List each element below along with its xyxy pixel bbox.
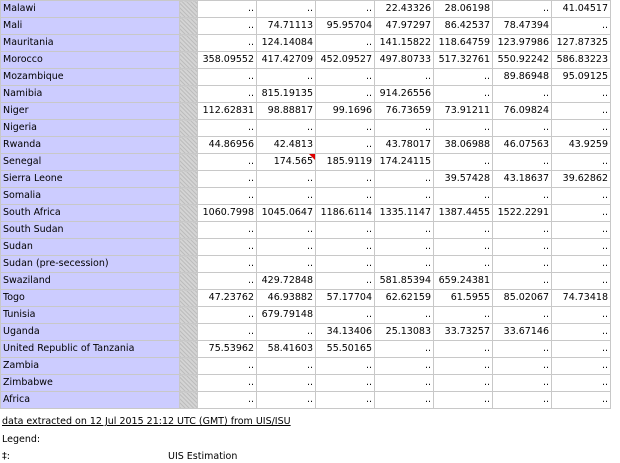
value-cell[interactable]: 41.04517 — [552, 1, 611, 18]
value-cell[interactable]: 76.73659 — [375, 103, 434, 120]
value-cell[interactable]: .. — [316, 392, 375, 409]
value-cell[interactable]: .. — [552, 103, 611, 120]
column-separator — [180, 154, 198, 171]
value-cell[interactable]: 95.95704 — [316, 18, 375, 35]
value-cell[interactable]: 33.73257 — [434, 324, 493, 341]
country-cell[interactable]: Tunisia — [1, 307, 180, 324]
value-cell[interactable]: 659.24381 — [434, 273, 493, 290]
value-cell[interactable]: .. — [375, 188, 434, 205]
value-cell[interactable]: 497.80733 — [375, 52, 434, 69]
value-cell[interactable]: .. — [198, 86, 257, 103]
value-cell[interactable]: .. — [552, 324, 611, 341]
table-row — [1, 1, 611, 18]
value-cell[interactable]: .. — [375, 171, 434, 188]
value-cell[interactable]: .. — [493, 341, 552, 358]
value-cell[interactable]: 43.9259 — [552, 137, 611, 154]
country-cell[interactable]: Morocco — [1, 52, 180, 69]
table-body — [1, 1, 611, 409]
column-separator — [180, 103, 198, 120]
value-cell[interactable]: 25.13083 — [375, 324, 434, 341]
value-cell[interactable]: 815.19135 — [257, 86, 316, 103]
value-cell[interactable]: .. — [375, 358, 434, 375]
value-cell[interactable]: .. — [316, 120, 375, 137]
value-cell[interactable]: .. — [257, 171, 316, 188]
value-cell[interactable]: .. — [198, 307, 257, 324]
value-cell[interactable]: 517.32761 — [434, 52, 493, 69]
column-separator — [180, 358, 198, 375]
value-cell[interactable]: 95.09125 — [552, 69, 611, 86]
source-link[interactable]: data extracted on 12 Jul 2015 21:12 UTC (GMT) from UIS/ISU — [2, 416, 291, 427]
value-cell[interactable]: .. — [257, 1, 316, 18]
table-row — [1, 290, 611, 307]
column-separator — [180, 341, 198, 358]
value-cell[interactable]: .. — [434, 341, 493, 358]
country-cell[interactable]: Nigeria — [1, 120, 180, 137]
value-cell[interactable]: 57.17704 — [316, 290, 375, 307]
value-cell[interactable]: .. — [316, 137, 375, 154]
value-cell[interactable]: 124.14084 — [257, 35, 316, 52]
value-cell[interactable]: 112.62831 — [198, 103, 257, 120]
value-cell[interactable]: 39.62862 — [552, 171, 611, 188]
value-cell[interactable]: .. — [257, 358, 316, 375]
value-cell[interactable]: .. — [552, 205, 611, 222]
value-cell[interactable]: .. — [552, 120, 611, 137]
value-cell[interactable]: .. — [493, 307, 552, 324]
table-row — [1, 188, 611, 205]
value-cell[interactable]: 1522.2291 — [493, 205, 552, 222]
table-row — [1, 358, 611, 375]
value-cell[interactable]: .. — [375, 256, 434, 273]
value-cell[interactable]: .. — [434, 239, 493, 256]
value-cell[interactable]: 581.85394 — [375, 273, 434, 290]
value-cell[interactable]: .. — [375, 222, 434, 239]
value-cell[interactable]: .. — [493, 188, 552, 205]
value-cell[interactable]: .. — [316, 171, 375, 188]
value-cell[interactable]: .. — [257, 239, 316, 256]
value-cell[interactable]: .. — [198, 120, 257, 137]
value-cell[interactable]: .. — [552, 256, 611, 273]
value-cell[interactable]: .. — [198, 154, 257, 171]
value-cell[interactable]: 185.9119 — [316, 154, 375, 171]
column-separator — [180, 273, 198, 290]
value-cell[interactable]: .. — [198, 239, 257, 256]
value-cell[interactable]: 98.88817 — [257, 103, 316, 120]
column-separator — [180, 239, 198, 256]
country-cell[interactable]: Mauritania — [1, 35, 180, 52]
table-row — [1, 69, 611, 86]
column-separator — [180, 120, 198, 137]
value-cell[interactable]: 679.79148 — [257, 307, 316, 324]
value-cell[interactable]: .. — [434, 358, 493, 375]
value-cell[interactable]: .. — [434, 375, 493, 392]
value-cell[interactable]: .. — [316, 222, 375, 239]
value-cell[interactable]: .. — [375, 307, 434, 324]
value-cell[interactable]: .. — [316, 1, 375, 18]
table-row — [1, 137, 611, 154]
value-cell[interactable]: 586.83223 — [552, 52, 611, 69]
value-cell[interactable]: .. — [257, 324, 316, 341]
value-cell[interactable]: 1387.4455 — [434, 205, 493, 222]
country-cell[interactable]: Somalia — [1, 188, 180, 205]
value-cell[interactable]: 42.4813 — [257, 137, 316, 154]
value-cell[interactable]: 34.13406 — [316, 324, 375, 341]
value-cell[interactable]: 43.78017 — [375, 137, 434, 154]
value-cell[interactable]: .. — [493, 222, 552, 239]
value-cell[interactable]: .. — [375, 69, 434, 86]
column-separator — [180, 69, 198, 86]
value-cell[interactable]: .. — [493, 86, 552, 103]
value-cell[interactable]: 74.73418 — [552, 290, 611, 307]
value-cell[interactable]: .. — [257, 392, 316, 409]
country-cell[interactable]: Senegal — [1, 154, 180, 171]
table-row — [1, 103, 611, 120]
column-separator — [180, 86, 198, 103]
table-row — [1, 205, 611, 222]
table-row — [1, 52, 611, 69]
value-cell[interactable]: .. — [552, 239, 611, 256]
value-cell[interactable]: .. — [198, 1, 257, 18]
column-separator — [180, 205, 198, 222]
value-cell[interactable]: .. — [198, 222, 257, 239]
column-separator — [180, 256, 198, 273]
country-cell[interactable]: Mali — [1, 18, 180, 35]
value-cell[interactable]: .. — [552, 86, 611, 103]
value-cell[interactable]: 47.97297 — [375, 18, 434, 35]
value-cell[interactable]: 46.07563 — [493, 137, 552, 154]
country-cell[interactable]: United Republic of Tanzania — [1, 341, 180, 358]
column-separator — [180, 222, 198, 239]
value-cell[interactable]: .. — [198, 324, 257, 341]
column-separator — [180, 171, 198, 188]
value-cell[interactable]: .. — [198, 35, 257, 52]
value-cell[interactable]: 1186.6114 — [316, 205, 375, 222]
country-cell[interactable]: Malawi — [1, 1, 180, 18]
value-cell[interactable]: 174.24115 — [375, 154, 434, 171]
value-cell-with-note-marker[interactable]: 174.565 — [257, 154, 316, 171]
value-cell[interactable]: .. — [316, 307, 375, 324]
country-cell[interactable]: Niger — [1, 103, 180, 120]
value-cell[interactable]: .. — [375, 375, 434, 392]
legend-symbol-description: UIS Estimation — [168, 451, 238, 462]
value-cell[interactable]: .. — [552, 392, 611, 409]
column-separator — [180, 1, 198, 18]
value-cell[interactable]: 47.23762 — [198, 290, 257, 307]
value-cell[interactable]: 99.1696 — [316, 103, 375, 120]
value-cell[interactable]: .. — [316, 86, 375, 103]
value-cell[interactable]: 86.42537 — [434, 18, 493, 35]
value-cell[interactable]: .. — [493, 392, 552, 409]
value-cell[interactable]: 46.93882 — [257, 290, 316, 307]
value-cell[interactable]: 123.97986 — [493, 35, 552, 52]
value-cell[interactable]: .. — [434, 307, 493, 324]
country-cell[interactable]: Zambia — [1, 358, 180, 375]
value-cell[interactable]: 1060.7998 — [198, 205, 257, 222]
value-cell[interactable]: .. — [316, 188, 375, 205]
value-cell[interactable]: 75.53962 — [198, 341, 257, 358]
column-separator — [180, 324, 198, 341]
value-cell[interactable]: 127.87325 — [552, 35, 611, 52]
value-cell[interactable]: .. — [257, 375, 316, 392]
column-separator — [180, 137, 198, 154]
value-cell[interactable]: .. — [316, 273, 375, 290]
value-cell[interactable]: .. — [434, 222, 493, 239]
value-cell[interactable]: 429.72848 — [257, 273, 316, 290]
value-cell[interactable]: .. — [552, 188, 611, 205]
value-cell[interactable]: 62.62159 — [375, 290, 434, 307]
value-cell[interactable]: .. — [316, 358, 375, 375]
value-cell[interactable]: .. — [257, 69, 316, 86]
value-cell[interactable]: 38.06988 — [434, 137, 493, 154]
value-cell[interactable]: 1045.0647 — [257, 205, 316, 222]
value-cell[interactable]: .. — [257, 188, 316, 205]
value-cell[interactable]: 78.47394 — [493, 18, 552, 35]
value-cell[interactable]: .. — [493, 154, 552, 171]
value-cell[interactable]: 74.71113 — [257, 18, 316, 35]
value-cell[interactable]: .. — [198, 273, 257, 290]
value-cell[interactable]: .. — [316, 375, 375, 392]
value-cell[interactable]: 914.26556 — [375, 86, 434, 103]
value-cell[interactable]: .. — [434, 69, 493, 86]
value-cell[interactable]: .. — [434, 392, 493, 409]
country-cell[interactable]: South Sudan — [1, 222, 180, 239]
value-cell[interactable]: .. — [493, 1, 552, 18]
value-cell[interactable]: .. — [434, 86, 493, 103]
table-row — [1, 375, 611, 392]
table-row — [1, 171, 611, 188]
country-cell[interactable]: Swaziland — [1, 273, 180, 290]
value-cell[interactable]: .. — [375, 239, 434, 256]
country-cell[interactable]: Sierra Leone — [1, 171, 180, 188]
table-row — [1, 35, 611, 52]
legend-label: Legend: — [2, 434, 41, 445]
value-cell[interactable]: .. — [552, 222, 611, 239]
value-cell[interactable]: 33.67146 — [493, 324, 552, 341]
value-cell[interactable]: .. — [375, 341, 434, 358]
table-row — [1, 307, 611, 324]
value-cell[interactable]: .. — [198, 171, 257, 188]
value-cell[interactable]: 89.86948 — [493, 69, 552, 86]
value-cell[interactable]: .. — [375, 120, 434, 137]
table-row — [1, 18, 611, 35]
value-cell[interactable]: 39.57428 — [434, 171, 493, 188]
value-cell[interactable]: .. — [552, 341, 611, 358]
value-cell[interactable]: 44.86956 — [198, 137, 257, 154]
value-cell[interactable]: .. — [198, 18, 257, 35]
value-cell[interactable]: .. — [552, 375, 611, 392]
country-cell[interactable]: Rwanda — [1, 137, 180, 154]
value-cell[interactable]: .. — [316, 256, 375, 273]
value-cell[interactable]: .. — [552, 154, 611, 171]
country-cell[interactable]: Africa — [1, 392, 180, 409]
table-row — [1, 256, 611, 273]
value-cell[interactable]: 1335.1147 — [375, 205, 434, 222]
value-cell[interactable]: .. — [434, 256, 493, 273]
value-cell[interactable]: 55.50165 — [316, 341, 375, 358]
legend-symbol: ‡: — [2, 451, 10, 462]
value-cell[interactable]: .. — [198, 375, 257, 392]
value-cell[interactable]: 452.09527 — [316, 52, 375, 69]
column-separator — [180, 35, 198, 52]
table-row — [1, 341, 611, 358]
value-cell[interactable]: .. — [434, 188, 493, 205]
value-cell[interactable]: 61.5955 — [434, 290, 493, 307]
value-cell[interactable]: .. — [198, 358, 257, 375]
value-cell[interactable]: 417.42709 — [257, 52, 316, 69]
table-row — [1, 86, 611, 103]
value-cell[interactable]: .. — [493, 358, 552, 375]
column-separator — [180, 52, 198, 69]
column-separator — [180, 392, 198, 409]
value-cell[interactable]: .. — [198, 392, 257, 409]
table-row — [1, 392, 611, 409]
value-cell[interactable]: .. — [316, 239, 375, 256]
value-cell[interactable]: .. — [493, 273, 552, 290]
value-cell[interactable]: .. — [316, 35, 375, 52]
table-row — [1, 154, 611, 171]
column-separator — [180, 307, 198, 324]
country-cell[interactable]: South Africa — [1, 205, 180, 222]
value-cell[interactable]: .. — [257, 222, 316, 239]
value-cell[interactable]: .. — [493, 120, 552, 137]
column-separator — [180, 188, 198, 205]
table-row — [1, 120, 611, 137]
country-cell[interactable]: Uganda — [1, 324, 180, 341]
table-row — [1, 273, 611, 290]
country-cell[interactable]: Zimbabwe — [1, 375, 180, 392]
value-cell[interactable]: 358.09552 — [198, 52, 257, 69]
value-cell[interactable]: .. — [434, 154, 493, 171]
value-cell[interactable]: .. — [316, 69, 375, 86]
value-cell[interactable]: .. — [198, 69, 257, 86]
country-cell[interactable]: Sudan (pre-secession) — [1, 256, 180, 273]
column-separator — [180, 18, 198, 35]
value-cell[interactable]: 73.91211 — [434, 103, 493, 120]
value-cell[interactable]: 118.64759 — [434, 35, 493, 52]
value-cell[interactable]: 28.06198 — [434, 1, 493, 18]
table-row — [1, 222, 611, 239]
value-cell[interactable]: .. — [552, 273, 611, 290]
table-row — [1, 324, 611, 341]
column-separator — [180, 290, 198, 307]
value-cell[interactable]: .. — [198, 188, 257, 205]
column-separator — [180, 375, 198, 392]
value-cell[interactable]: .. — [493, 256, 552, 273]
value-cell[interactable]: .. — [552, 307, 611, 324]
value-cell[interactable]: .. — [198, 256, 257, 273]
value-cell[interactable]: 22.43326 — [375, 1, 434, 18]
value-cell[interactable]: 58.41603 — [257, 341, 316, 358]
value-cell[interactable]: 76.09824 — [493, 103, 552, 120]
value-cell[interactable]: 85.02067 — [493, 290, 552, 307]
value-cell[interactable]: .. — [375, 392, 434, 409]
value-cell[interactable]: 550.92242 — [493, 52, 552, 69]
value-cell[interactable]: 43.18637 — [493, 171, 552, 188]
value-cell[interactable]: .. — [257, 120, 316, 137]
value-cell[interactable]: .. — [434, 120, 493, 137]
value-cell[interactable]: .. — [257, 256, 316, 273]
country-cell[interactable]: Mozambique — [1, 69, 180, 86]
value-cell[interactable]: .. — [493, 239, 552, 256]
country-cell[interactable]: Namibia — [1, 86, 180, 103]
country-cell[interactable]: Sudan — [1, 239, 180, 256]
value-cell[interactable]: 141.15822 — [375, 35, 434, 52]
value-cell[interactable]: .. — [552, 358, 611, 375]
value-cell[interactable]: .. — [552, 18, 611, 35]
table-row — [1, 239, 611, 256]
value-cell[interactable]: .. — [493, 375, 552, 392]
country-cell[interactable]: Togo — [1, 290, 180, 307]
